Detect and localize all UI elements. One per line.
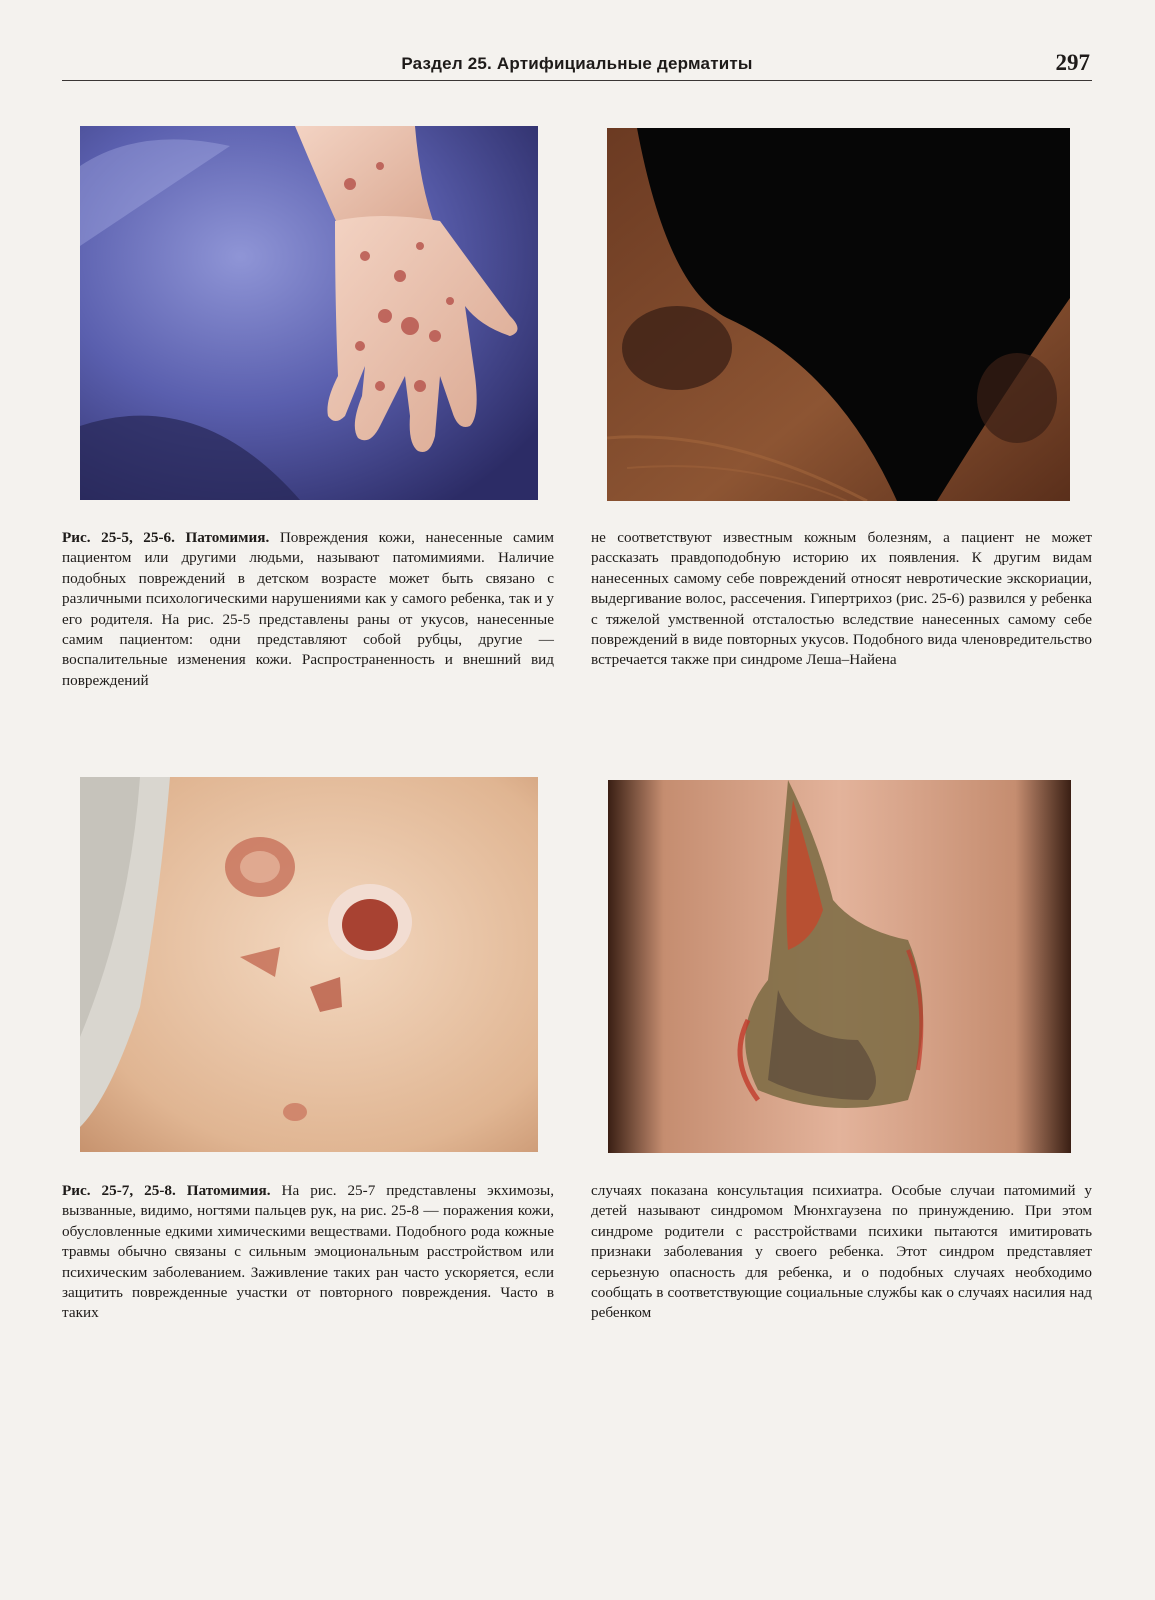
figure-25-5: [80, 126, 538, 500]
figure-25-7: [80, 777, 538, 1152]
caption-text: На рис. 25-7 представлены экхимозы, вызванные, видимо, ногтями пальцев рук, на рис. 25-8 — поражения кожи, обусловленные едкими химическими веществами. Подобного рода кожные травмы обычно связаны с сильным эмоциональным расстройством или психическим заболеванием. Заживление таких ран часто ускоряется, если защитить поврежденные участки от повторного повреждения. Часто в таких: [62, 1182, 555, 1322]
caption-text: случаях показана консультация психиатра. Особые случаи патомимий у детей называют синдромом Мюнхгаузена по принуждению. При этом синдроме родители с расстройствами психики пытаются имитировать признаки заболевания у своего ребенка. Этот синдром представляет серьезную опасность для ребенка, и о подобных случаях необходимо сообщать в соответствующие социальные службы как о случаях насилия над ребенком: [591, 1182, 1092, 1322]
caption-lead: Рис. 25-7, 25-8. Патомимия.: [62, 1182, 271, 1199]
caption-25-7-left: [62, 1181, 554, 1324]
hypertrichosis-photo: [607, 128, 1070, 501]
caption-lead: Рис. 25-5, 25-6. Патомимия.: [62, 529, 270, 546]
caption-25-7-right: [591, 1181, 1092, 1324]
caption-text: Повреждения кожи, нанесенные самим пациентом или другими людьми, называют патомимиями. Наличие подобных повреждений в детском возрасте может быть связано с различными психологическими нарушениями как у самого ребенка, так и у его родителя. На рис. 25-5 представлены раны от укусов, нанесенные самим пациентом: одни представляют собой рубцы, другие — воспалительные изменения кожи. Распространенность и внешний вид повреждений: [62, 529, 554, 689]
running-header: [62, 50, 1092, 81]
page-number: 297: [1055, 50, 1090, 75]
figure-25-8: [608, 780, 1071, 1153]
caption-25-5-left: [62, 528, 554, 691]
chemical-burn-photo: [608, 780, 1071, 1153]
caption-25-5-right: [591, 528, 1092, 671]
section-title: Раздел 25. Артифициальные дерматиты: [401, 54, 753, 73]
hand-lesions-photo: [80, 126, 538, 500]
figure-25-6: [607, 128, 1070, 501]
caption-text: не соответствуют известным кожным болезням, а пациент не может рассказать правдоподобную историю их появления. К другим видам нанесенных самому себе повреждений относят невротические экскориации, выдергивание волос, рассечения. Гипертрихоз (рис. 25-6) развился у ребенка с тяжелой умственной отсталостью вследствие нанесенных самому себе повреждений в виде повторных укусов. Подобного вида членовредительство встречается также при синдроме Леша–Найена: [591, 529, 1092, 669]
ecchymoses-photo: [80, 777, 538, 1152]
